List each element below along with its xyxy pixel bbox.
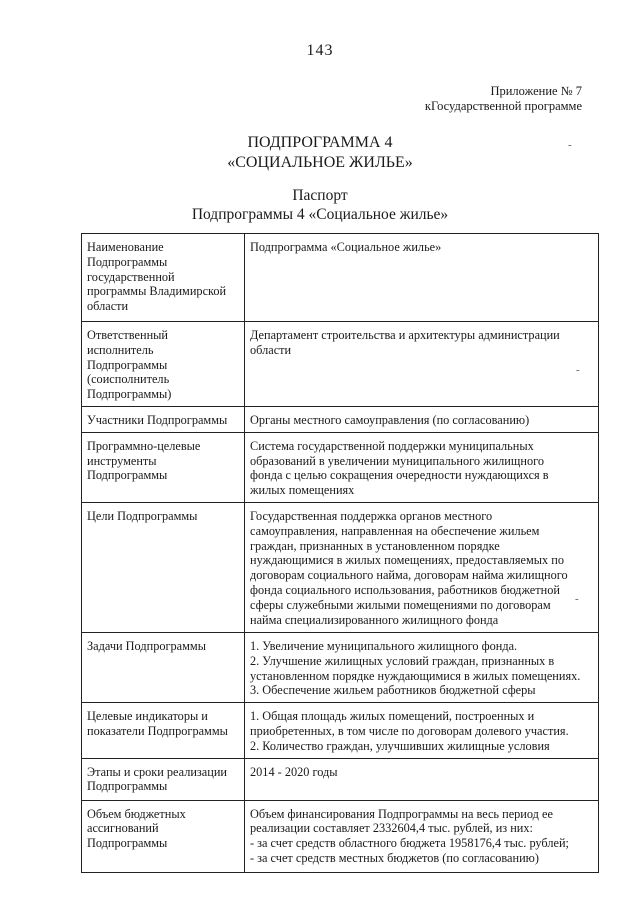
row-label-line: Задачи Подпрограммы [87, 638, 206, 653]
row-label [82, 703, 245, 758]
row-label-line: Подпрограммы) [87, 387, 172, 402]
row-label-line: Целевые индикаторы и [87, 709, 208, 724]
scan-mark: - [575, 593, 579, 605]
row-value [245, 432, 599, 502]
passport-row [82, 800, 599, 872]
row-value [245, 322, 599, 407]
row-value-line: граждан, признанных в установленном порядке [250, 538, 500, 553]
row-label-line: Подпрограммы [87, 779, 168, 794]
row-value-line: самоуправления, направленная на обеспечение жильем [250, 523, 540, 538]
passport-row [82, 632, 599, 702]
row-value-line: сферы служебными жилыми помещениями по договорам [250, 597, 551, 612]
row-label [82, 758, 245, 800]
row-value-line: фонда с целью сокращения очередности нуждающихся в [250, 468, 549, 483]
subprogram-title-line-2: «СОЦИАЛЬНОЕ ЖИЛЬЕ» [227, 154, 413, 171]
row-value-line: 1. Общая площадь жилых помещений, построенных и [250, 709, 535, 724]
row-value-line: Подпрограмма «Социальное жилье» [250, 240, 442, 254]
row-value-line: жилых помещениях [250, 483, 355, 498]
row-label-line: ассигнований [87, 821, 159, 836]
row-value-line: Государственная поддержка органов местного [250, 508, 493, 523]
row-value-line: Система государственной поддержки муниципальных [250, 438, 534, 453]
row-value-line: 2. Количество граждан, улучшивших жилищные условия [250, 738, 550, 753]
passport-heading-line-1: Паспорт [292, 187, 348, 204]
row-label-line: государственной [87, 269, 175, 284]
row-label-line: Объем бюджетных [87, 806, 186, 821]
page-number: 143 [306, 42, 334, 59]
passport-row [82, 406, 599, 432]
row-value [245, 406, 599, 432]
row-value-line: нуждающимися в жилых помещениях, предоставляемых по [250, 553, 564, 568]
subprogram-title-line-1: ПОДПРОГРАММА 4 [247, 134, 393, 151]
row-value-line: - за счет средств областного бюджета 1958176,4 тыс. рублей; [250, 836, 569, 851]
row-value-line: 2014 - 2020 годы [250, 764, 338, 779]
row-value [245, 800, 599, 872]
row-label-line: (соисполнитель [87, 372, 170, 387]
scan-mark: - [576, 364, 580, 376]
passport-heading [0, 186, 640, 224]
row-label [82, 632, 245, 702]
row-label-line: показатели Подпрограммы [87, 723, 228, 738]
row-value-line: приобретенных, в том числе по договорам долевого участия. [250, 723, 569, 738]
row-value [245, 234, 599, 322]
row-label-line: Наименование [87, 240, 164, 254]
row-label [82, 432, 245, 502]
passport-table-body [82, 234, 599, 873]
passport-row [82, 703, 599, 758]
row-value [245, 758, 599, 800]
row-value-line: 3. Обеспечение жильем работников бюджетной сферы [250, 683, 536, 698]
row-value-line: 1. Увеличение муниципального жилищного фонда. [250, 638, 518, 653]
row-label-line: Ответственный [87, 328, 168, 342]
row-value-line: образований в увеличении муниципального жилищного [250, 453, 544, 468]
row-label-line: Программно-целевые [87, 438, 201, 453]
row-label-line: Подпрограммы [87, 836, 168, 851]
scan-mark: - [568, 139, 572, 151]
row-value-line: 2. Улучшение жилищных условий граждан, признанных в [250, 653, 555, 668]
row-value-line: области [250, 342, 292, 357]
row-value-line: Объем финансирования Подпрограммы на весь период ее [250, 806, 553, 821]
row-label-line: инструменты [87, 453, 157, 468]
row-value-line: фонда социального использования, работников бюджетной [250, 582, 560, 597]
row-value-line: реализации составляет 2332604,4 тыс. рублей, из них: [250, 821, 533, 836]
row-label-line: области [87, 299, 129, 314]
row-label [82, 502, 245, 632]
passport-row [82, 502, 599, 632]
row-value-line: - за счет средств местных бюджетов (по согласованию) [250, 850, 539, 865]
row-label [82, 234, 245, 322]
row-value-line: договорам социального найма, договорам найма жилищного [250, 568, 568, 583]
row-value-line: Органы местного самоуправления (по согласованию) [250, 412, 530, 427]
row-label-line: Этапы и сроки реализации [87, 764, 227, 779]
row-label [82, 322, 245, 407]
row-label [82, 406, 245, 432]
row-label-line: исполнитель [87, 342, 154, 357]
passport-row [82, 432, 599, 502]
passport-row [82, 234, 599, 322]
row-label [82, 800, 245, 872]
appendix-line-1: Приложение № 7 [490, 84, 582, 98]
passport-row [82, 758, 599, 800]
appendix-note [425, 84, 582, 114]
row-label-line: Подпрограммы [87, 468, 168, 483]
passport-heading-line-2: Подпрограммы 4 «Социальное жилье» [191, 206, 449, 223]
row-value [245, 632, 599, 702]
row-value-line: установленном порядке нуждающимися в жилых помещениях. [250, 668, 581, 683]
row-value-line: Департамент строительства и архитектуры администрации [250, 328, 560, 342]
passport-table [81, 233, 599, 873]
row-label-line: Подпрограммы [87, 357, 168, 372]
row-label-line: Подпрограммы [87, 254, 168, 269]
row-value-line: найма специализированного жилищного фонда [250, 612, 499, 627]
row-label-line: программы Владимирской [87, 284, 227, 299]
passport-row [82, 322, 599, 407]
row-label-line: Цели Подпрограммы [87, 508, 198, 523]
row-value [245, 502, 599, 632]
row-value [245, 703, 599, 758]
row-label-line: Участники Подпрограммы [87, 412, 228, 427]
appendix-line-2: кГосударственной программе [424, 99, 582, 113]
subprogram-title [0, 133, 640, 173]
